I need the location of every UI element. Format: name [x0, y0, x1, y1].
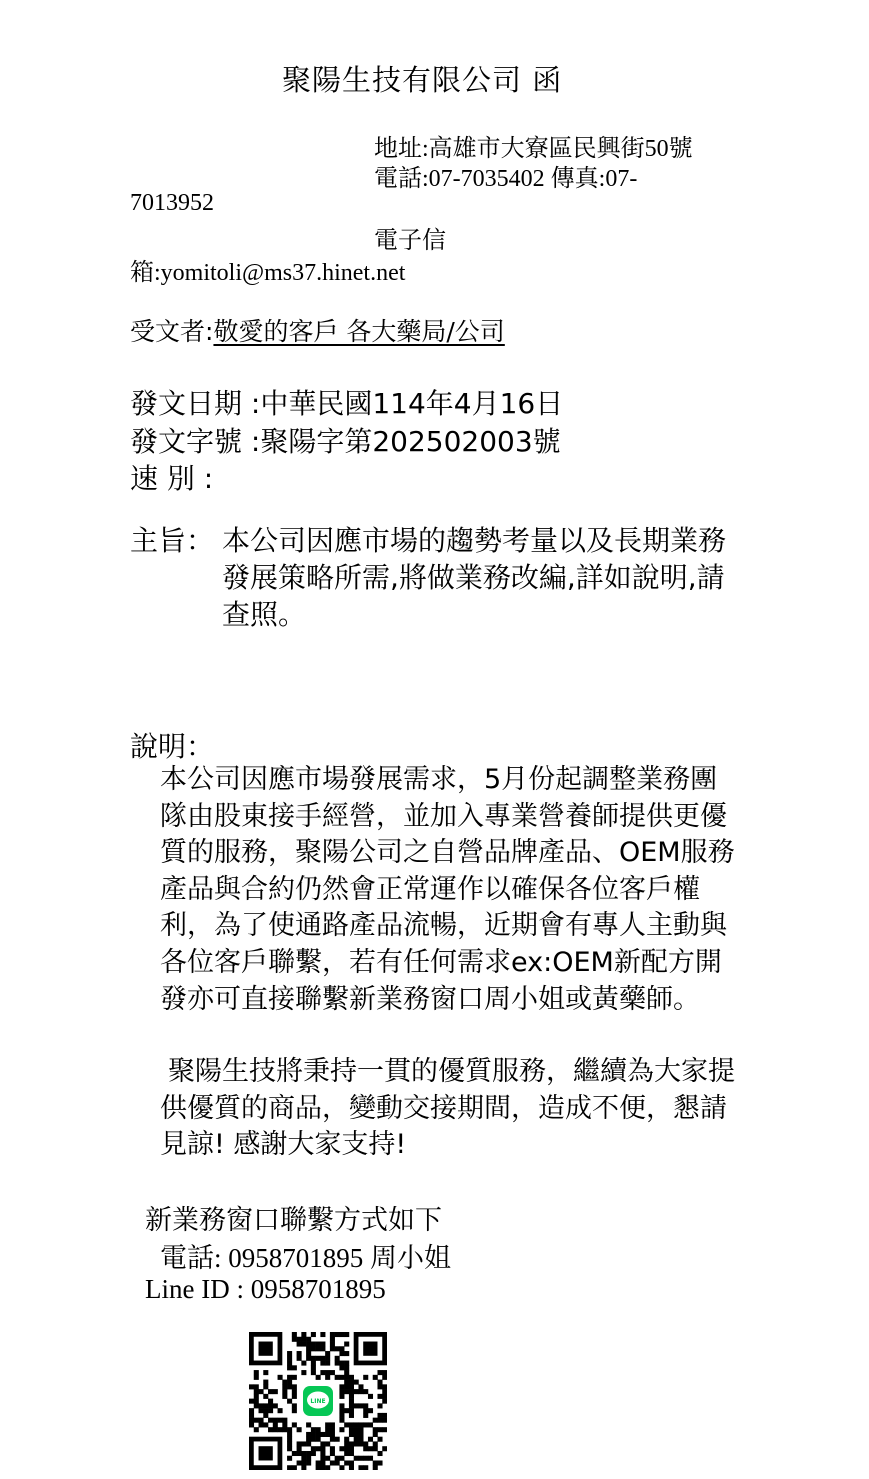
company-phone-fax: 電話:07-7035402 傳真:07- [374, 166, 638, 192]
contact-line-id: Line ID : 0958701895 [145, 1274, 386, 1304]
explanation-paragraph-2: 聚陽生技將秉持一貫的優質服務，繼續為大家提供優質的商品，變動交接期間，造成不便，懇請見諒! 感謝大家支持! [160, 1056, 735, 1161]
contact-phone: 電話: 0958701895 周小姐 [160, 1243, 452, 1273]
contact-heading: 新業務窗口聯繫方式如下 [145, 1205, 442, 1236]
recipient-value: 敬愛的客戶 各大藥局/公司 [213, 317, 505, 346]
explanation-paragraph-1: 本公司因應市場發展需求，5月份起調整業務團隊由股東接手經營，並加入專業營養師提供更優質的服務，聚陽公司之自營品牌產品、OEM服務產品與合約仍然會正常運作以確保各位客戶權利，為了使通路產品流暢，近期會有專人主動與各位客戶聯繫，若有任何需求ex:OEM新配方開發亦可直接聯繫新業務窗口周小姐或黃藥師。 [160, 764, 735, 1015]
company-email-label: 電子信 [374, 228, 446, 254]
qr-code-image [249, 1332, 387, 1470]
recipient-label: 受文者: [130, 317, 214, 346]
recipient-line [130, 312, 505, 348]
document-number: 發文字號 :聚陽字第202502003號 [130, 425, 561, 458]
issue-date: 發文日期 :中華民國114年4月16日 [130, 387, 564, 420]
subject-label: 主旨： [130, 524, 215, 557]
line-qr-code[interactable] [249, 1332, 387, 1470]
delivery-speed: 速 別 : [130, 462, 214, 495]
letter-title: 聚陽生技有限公司 函 [282, 63, 563, 97]
company-fax-continued: 7013952 [130, 190, 214, 216]
company-email: 箱:yomitoli@ms37.hinet.net [130, 260, 406, 286]
explanation-label: 說明： [130, 730, 215, 763]
company-address: 地址:高雄市大寮區民興街50號 [374, 136, 693, 162]
subject-text: 本公司因應市場的趨勢考量以及長期業務發展策略所需,將做業務改編,詳如說明,請查照。 [222, 524, 727, 631]
line-logo-text: LINE [310, 1398, 326, 1405]
